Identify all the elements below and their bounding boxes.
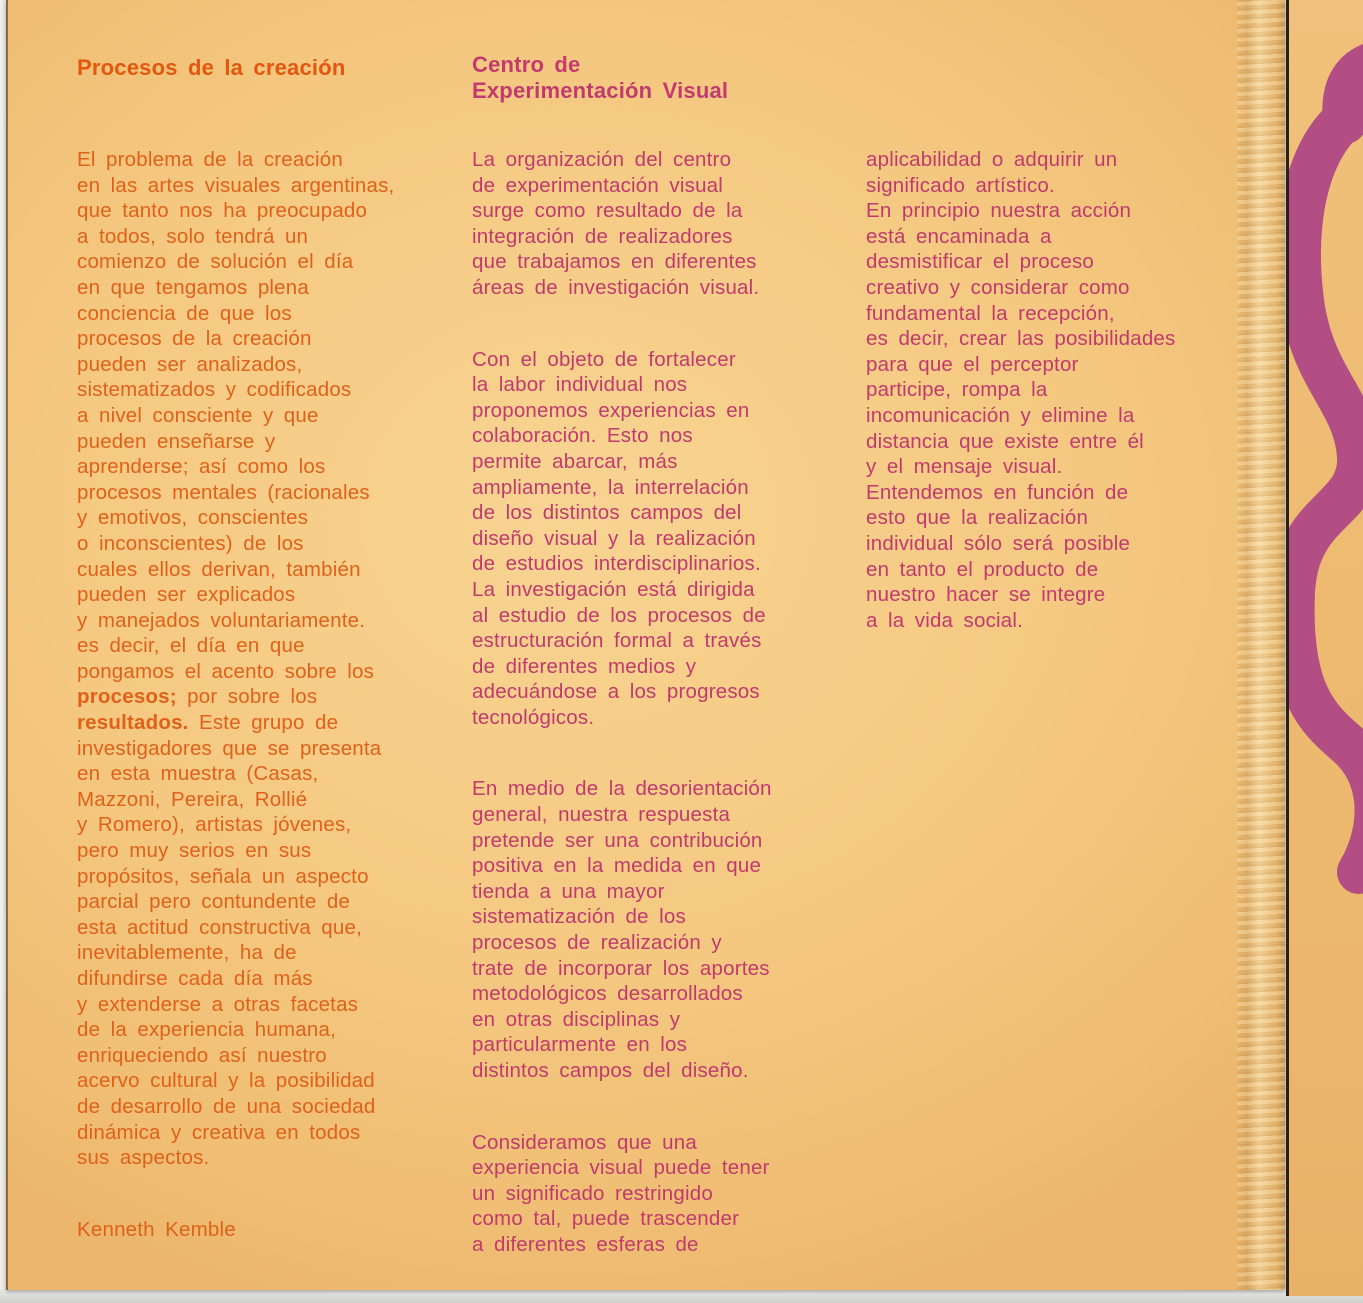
text-line: El problema de la creación [77,148,343,171]
text-line: metodológicos desarrollados [472,982,743,1006]
text-line: para que el perceptor [866,352,1079,376]
paragraph [866,147,1175,633]
text-line: aplicabilidad o adquirir un [866,148,1118,171]
text-line: permite abarcar, más [472,449,678,473]
magenta-ornament-glyph [1289,0,1363,1296]
text-line: difundirse cada día más [77,967,313,990]
text-line: un significado restringido [472,1181,713,1205]
text-line: nuestro hacer se integre [866,583,1106,607]
text-line: La investigación está dirigida [472,577,755,601]
text-line: en tanto el producto de [866,557,1099,581]
text-line: participe, rompa la [866,378,1048,402]
text-line: enriqueciendo así nuestro [77,1043,327,1067]
text-line: de estudios interdisciplinarios. [472,552,761,576]
text-line: investigadores que se presenta [77,736,382,760]
text-line: procesos; por sobre los [77,685,318,709]
text-line: a la vida social. [866,608,1024,632]
text-line: esto que la realización [866,506,1089,530]
text-line: a nivel consciente y que [77,403,319,427]
text-line: pueden ser analizados, [77,352,303,376]
text-line: creativo y considerar como [866,275,1130,299]
text-line: Mazzoni, Pereira, Rollié [77,787,308,811]
text-line: estructuración formal a través [472,629,762,653]
text-line: surge como resultado de la [472,199,743,223]
brochure-page [6,0,1285,1290]
text-line: trate de incorporar los aportes [472,956,770,980]
text-line: que trabajamos en diferentes [472,250,757,274]
text-line: procesos de la creación [77,327,312,351]
column-procesos [77,0,463,1290]
text-line: pretende ser una contribución [472,828,763,852]
underlying-page [1286,0,1363,1296]
text-line: tienda a una mayor [472,879,665,903]
text-line: de diferentes medios y [472,654,697,678]
text-line: y emotivos, conscientes [77,506,309,530]
text-line: pongamos el acento sobre los [77,659,375,683]
text-line: incomunicación y elimine la [866,403,1135,427]
text-line: fundamental la recepción, [866,301,1115,325]
text-line: sus aspectos. [77,1146,210,1170]
text-line: que tanto nos ha preocupado [77,199,368,223]
text-line: tecnológicos. [472,705,595,729]
column2-title-line2: Experimentación Visual [472,78,729,103]
column-centro [472,0,848,1290]
text-line: pueden ser explicados [77,583,296,607]
scanner-background-strip [0,1289,1363,1303]
text-line: esta actitud constructiva que, [77,915,363,939]
text-line: en otras disciplinas y [472,1007,681,1031]
text-line: de los distintos campos del [472,501,742,525]
text-line: En medio de la desorientación [472,777,772,801]
text-line: individual sólo será posible [866,531,1131,555]
text-line: desmistificar el proceso [866,250,1094,274]
text-line: sistematización de los [472,905,686,929]
paragraph [472,347,772,731]
paragraph [472,147,772,301]
text-line: significado artístico. [866,173,1055,197]
text-line: resultados. Este grupo de [77,711,339,735]
text-line: particularmente en los [472,1033,688,1057]
text-line: y manejados voluntariamente. [77,608,366,632]
column1-text [77,147,394,1171]
text-line: cuales ellos derivan, también [77,557,361,581]
text-line: Consideramos que una [472,1130,697,1154]
text-line: de desarrollo de una sociedad [77,1094,376,1118]
text-line: sistematizados y codificados [77,378,352,402]
text-line: está encaminada a [866,224,1052,248]
text-line: colaboración. Esto nos [472,424,693,448]
text-line: Con el objeto de fortalecer [472,347,736,371]
text-line: a diferentes esferas de [472,1232,699,1256]
text-line: y el mensaje visual. [866,455,1063,479]
text-line: adecuándose a los progresos [472,680,760,704]
text-line: en que tengamos plena [77,275,309,299]
text-line: parcial pero contundente de [77,890,351,914]
text-line: conciencia de que los [77,301,292,325]
text-line: integración de realizadores [472,224,733,248]
text-line: diseño visual y la realización [472,526,756,550]
text-line: Entendemos en función de [866,480,1129,504]
text-line: o inconscientes) de los [77,531,304,555]
text-line: y extenderse a otras facetas [77,992,359,1016]
column2-title [472,52,728,104]
column1-title: Procesos de la creación [77,55,346,80]
text-line: acervo cultural y la posibilidad [77,1069,375,1093]
text-line: dinámica y creativa en todos [77,1120,361,1144]
text-line: la labor individual nos [472,373,688,397]
text-line: distintos campos del diseño. [472,1059,749,1082]
text-line: propósitos, señala un aspecto [77,864,369,888]
paragraph [472,776,772,1083]
paragraph [472,1130,772,1258]
text-line: es decir, el día en que [77,634,305,658]
column3-text [866,147,1175,633]
text-line: es decir, crear las posibilidades [866,327,1176,351]
text-line: al estudio de los procesos de [472,603,766,627]
text-line: distancia que existe entre él [866,429,1144,453]
column2-text [472,147,772,1258]
text-line: pueden enseñarse y [77,429,276,453]
text-line: proponemos experiencias en [472,398,750,422]
text-line: comienzo de solución el día [77,250,354,274]
text-line: procesos mentales (racionales [77,480,370,504]
text-line: como tal, puede trascender [472,1207,740,1231]
page-fold-edge [1237,0,1285,1290]
text-line: general, nuestra respuesta [472,803,731,827]
text-line: procesos de realización y [472,931,722,955]
text-line: en esta muestra (Casas, [77,762,319,786]
column2-title-line1: Centro de [472,52,581,77]
text-line: inevitablemente, ha de [77,941,297,965]
column-continuation [866,0,1252,1290]
author-signature: Kenneth Kemble [77,1218,236,1241]
text-line: experiencia visual puede tener [472,1156,770,1180]
text-line: positiva en la medida en que [472,854,762,878]
text-line: de experimentación visual [472,173,724,197]
text-line: en las artes visuales argentinas, [77,173,395,197]
text-line: a todos, solo tendrá un [77,224,309,248]
text-line: La organización del centro [472,148,732,171]
text-line: y Romero), artistas jóvenes, [77,813,352,837]
text-line: de la experiencia humana, [77,1018,336,1042]
text-line: En principio nuestra acción [866,199,1132,223]
text-line: aprenderse; así como los [77,455,326,479]
text-line: ampliamente, la interrelación [472,475,749,499]
text-line: áreas de investigación visual. [472,275,760,299]
text-line: pero muy serios en sus [77,839,312,863]
